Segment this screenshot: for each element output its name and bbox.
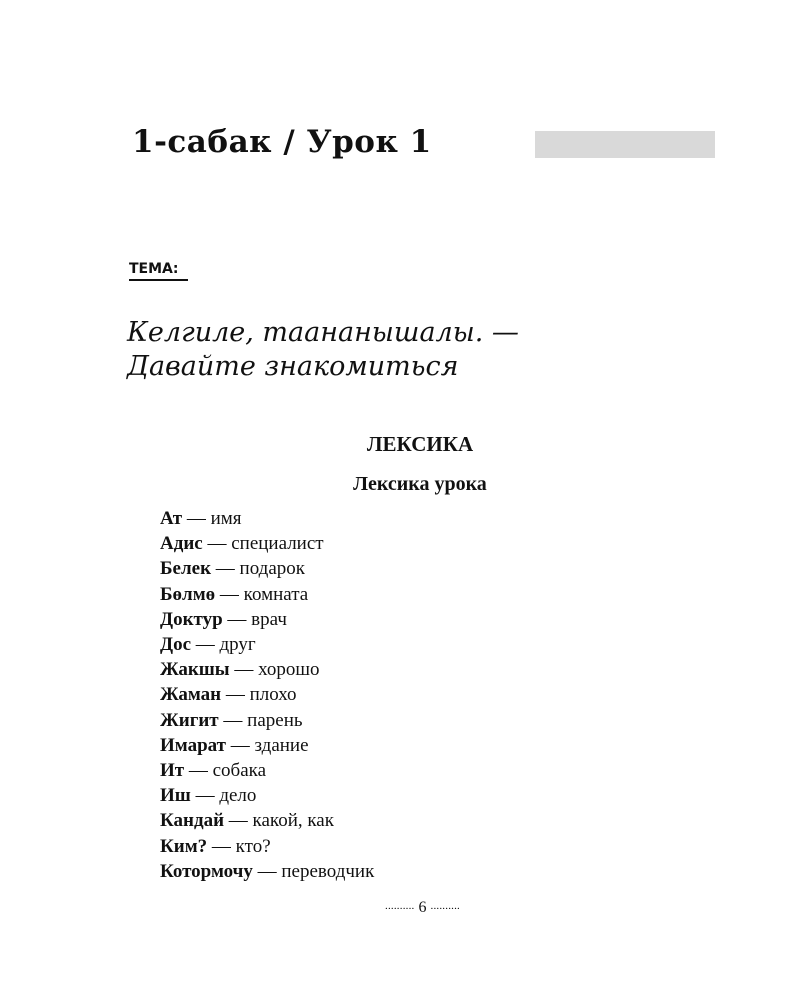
vocab-dash: —	[234, 659, 254, 681]
vocab-dash: —	[186, 508, 206, 529]
vocab-word: Жаман	[160, 684, 222, 706]
topic-label: ТЕМА:	[129, 261, 188, 281]
vocab-entry	[160, 531, 374, 556]
page-footer	[0, 899, 800, 917]
vocab-entry	[160, 808, 374, 833]
vocab-entry	[160, 783, 374, 808]
page-leader-dots: ..........	[385, 900, 415, 912]
vocab-entry	[160, 733, 374, 758]
vocab-entry	[160, 582, 374, 607]
section-heading: ЛЕКСИКА	[366, 432, 474, 456]
vocab-entry	[160, 556, 374, 581]
topic-line-1: Келгиле, таананышалы. —	[127, 317, 519, 348]
vocab-translation: хорошо	[258, 659, 320, 681]
vocab-word: Котормочу	[160, 860, 253, 882]
vocab-word: Ат	[160, 508, 183, 529]
vocab-entry	[160, 632, 374, 657]
vocab-entry	[160, 758, 374, 783]
vocabulary-list	[160, 506, 374, 884]
vocab-dash: —	[211, 835, 231, 857]
vocab-dash: —	[195, 785, 215, 807]
vocab-translation: собака	[212, 760, 267, 782]
vocab-entry	[160, 834, 374, 859]
vocab-word: Белек	[160, 558, 212, 580]
vocab-translation: здание	[254, 734, 309, 756]
vocab-dash: —	[188, 760, 208, 782]
vocab-entry	[160, 657, 374, 682]
vocab-word: Жигит	[160, 709, 219, 731]
vocab-word: Кандай	[160, 810, 225, 832]
lesson-topic	[127, 316, 519, 384]
vocab-entry	[160, 708, 374, 733]
vocab-translation: подарок	[239, 558, 305, 580]
vocab-word: Бөлмө	[160, 583, 216, 605]
vocab-dash: —	[230, 734, 250, 756]
vocab-entry	[160, 682, 374, 707]
vocab-word: Жакшы	[160, 659, 230, 681]
vocab-translation: плохо	[249, 684, 297, 706]
vocab-dash: —	[223, 709, 243, 731]
page-trailer-dots: ..........	[430, 900, 460, 912]
page-number: 6	[418, 899, 427, 916]
vocab-dash: —	[227, 608, 247, 630]
vocab-translation: специалист	[231, 533, 324, 555]
vocab-dash: —	[225, 684, 245, 706]
vocab-entry	[160, 607, 374, 632]
vocab-word: Доктур	[160, 608, 223, 630]
vocab-translation: парень	[247, 709, 303, 731]
vocab-word: Ким?	[160, 835, 208, 857]
vocab-dash: —	[219, 583, 239, 605]
vocab-word: Ит	[160, 760, 185, 782]
vocab-translation: переводчик	[281, 860, 375, 882]
vocab-translation: врач	[251, 608, 287, 630]
vocab-word: Имарат	[160, 734, 226, 756]
vocab-dash: —	[228, 810, 248, 832]
vocab-translation: имя	[210, 508, 242, 529]
vocab-word: Дос	[160, 634, 192, 656]
vocab-entry	[160, 859, 374, 884]
vocab-translation: какой, как	[252, 810, 334, 832]
lesson-title: 1-сабак / Урок 1	[132, 124, 432, 160]
topic-line-2: Давайте знакомиться	[127, 351, 459, 382]
vocab-translation: кто?	[235, 835, 271, 857]
vocab-dash: —	[207, 533, 227, 555]
section-subheading: Лексика урока	[353, 473, 487, 495]
vocab-entry	[160, 506, 374, 531]
vocab-dash: —	[257, 860, 277, 882]
title-accent-bar	[535, 131, 715, 158]
vocab-dash: —	[215, 558, 235, 580]
vocab-translation: дело	[219, 785, 257, 807]
vocab-word: Адис	[160, 533, 203, 555]
vocab-word: Иш	[160, 785, 191, 807]
vocab-dash: —	[195, 634, 215, 656]
vocab-translation: друг	[219, 634, 256, 656]
vocab-translation: комната	[243, 583, 309, 605]
